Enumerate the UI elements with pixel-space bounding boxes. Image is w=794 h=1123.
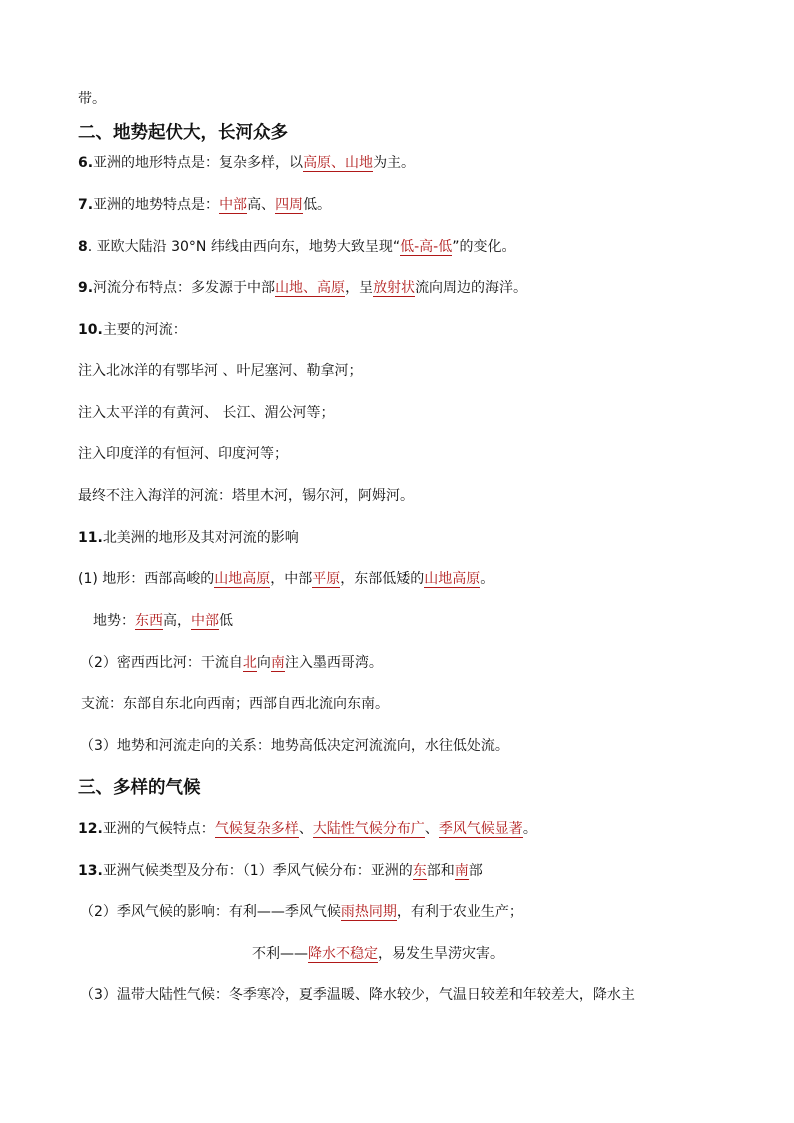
answer: 大陆性气候分布广 [312,821,425,837]
answer: 四周 [275,197,304,213]
text-line: （2）季风气候的影响：有利——季风气候雨热同期，有利于农业生产； [80,904,523,920]
text-line: 不利——降水不稳定，易发生旱涝灾害。 [252,946,504,962]
answer: 季风气候显著 [438,821,523,837]
answer: 高原、山地 [303,155,374,171]
item-6: 6.亚洲的地形特点是：复杂多样，以高原、山地为主。 [78,155,416,171]
answer: 中部 [219,197,248,213]
answer: 东西 [135,613,163,629]
section-heading: 三、多样的气候 [78,778,201,798]
section-heading: 二、地势起伏大，长河众多 [78,123,288,143]
item-7: 7.亚洲的地势特点是：中部高、四周低。 [78,197,332,213]
answer: 北 [242,655,257,671]
text-line: （3）地势和河流走向的关系：地势高低决定河流流向，水往低处流。 [80,738,509,754]
item-12: 12.亚洲的气候特点：气候复杂多样、大陆性气候分布广、季风气候显著。 [78,821,537,837]
answer: 山地高原 [424,571,481,587]
answer: 雨热同期 [340,904,397,920]
text-line: （3）温带大陆性气候：冬季寒冷，夏季温暖、降水较少，气温日较差和年较差大，降水主 [80,987,635,1003]
answer: 东 [412,863,427,879]
answer: 山地、高原 [275,280,346,296]
text-line: 注入北冰洋的有鄂毕河 、叶尼塞河、勒拿河； [78,363,363,379]
item-11: 11.北美洲的地形及其对河流的影响 [78,530,299,546]
answer: 低-高-低 [400,239,453,255]
answer: 山地高原 [214,571,271,587]
text-line: 带。 [78,91,106,107]
item-10: 10.主要的河流： [78,322,187,338]
text-line: 注入印度洋的有恒河、印度河等； [78,446,288,462]
text-line: (1) 地形：西部高峻的山地高原，中部平原，东部低矮的山地高原。 [78,571,495,587]
text-line: 最终不注入海洋的河流：塔里木河，锡尔河，阿姆河。 [78,488,414,504]
item-9: 9.河流分布特点：多发源于中部山地、高原，呈放射状流向周边的海洋。 [78,280,528,296]
answer: 南 [454,863,469,879]
item-13: 13.亚洲气候类型及分布：（1）季风气候分布：亚洲的东部和南部 [78,863,483,879]
answer: 气候复杂多样 [214,821,299,837]
text-line: 支流：东部自东北向西南；西部自西北流向东南。 [81,696,389,712]
item-8: 8. 亚欧大陆沿 30°N 纬线由西向东，地势大致呈现“低-高-低”的变化。 [78,239,516,255]
answer: 平原 [312,571,341,587]
text-line: （2）密西西比河：干流自北向南注入墨西哥湾。 [80,655,383,671]
answer: 南 [270,655,285,671]
answer: 降水不稳定 [308,946,378,962]
text-line: 地势：东西高，中部低 [93,613,233,629]
text-line: 注入太平洋的有黄河、 长江、湄公河等； [78,405,335,421]
answer: 中部 [191,613,219,629]
answer: 放射状 [373,280,416,296]
